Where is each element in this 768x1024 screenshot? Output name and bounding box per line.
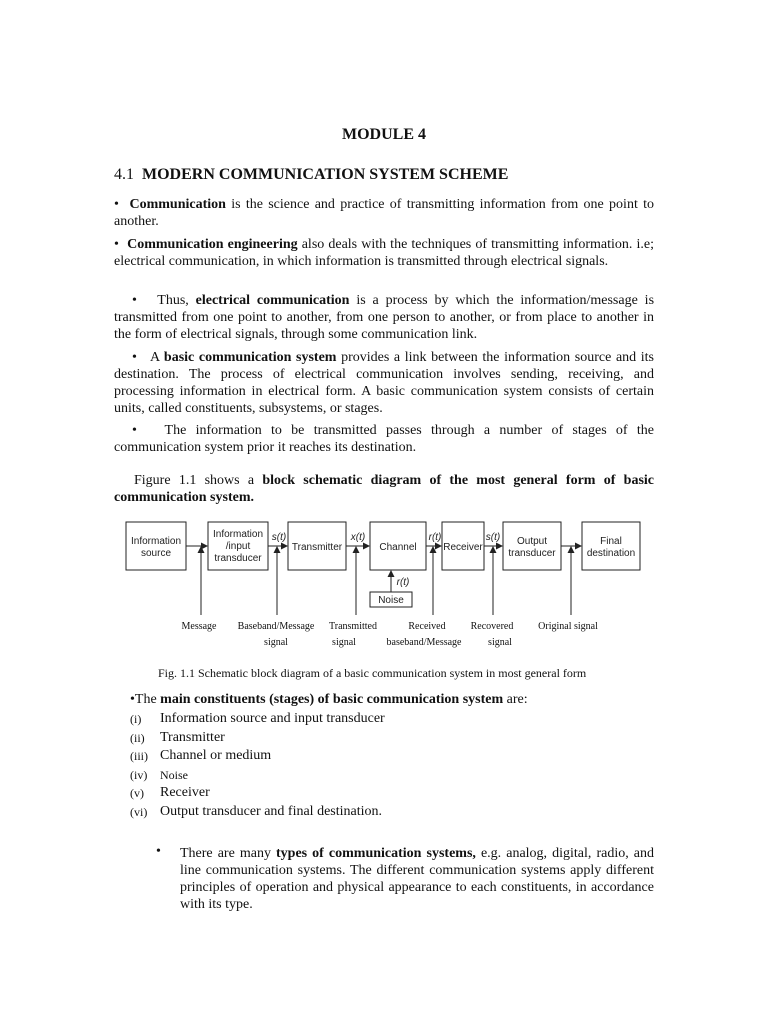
bold-term: electrical communication <box>195 293 350 308</box>
label-source-1: Information <box>130 536 182 547</box>
label-recovered-1: Recovered <box>470 621 514 632</box>
label-channel: Channel <box>379 542 417 553</box>
label-final-2: destination <box>586 548 636 559</box>
section-heading <box>114 166 508 184</box>
bullet-electrical-communication: • Thus, electrical communication is a process by which the information/message is transmitted from one point to another, from one person to another, or from place to another in the form of electrical signals, through some communication link. <box>114 293 655 342</box>
bullet-dot: • <box>156 844 161 859</box>
list-text: Information source and input transducer <box>160 711 385 726</box>
bullet-stages <box>114 422 654 456</box>
section-number: 4.1 <box>114 166 134 183</box>
list-text: Noise <box>160 767 188 782</box>
label-message: Message <box>181 621 217 632</box>
list-text: Receiver <box>160 785 210 800</box>
label-received-2: baseband/Message <box>386 637 462 648</box>
list-text: Output transducer and final destination. <box>160 803 382 819</box>
bullet-basic-system: • A basic communication system provides a link between the information source and its destination. The process of electrical communication involves sending, receiving, and processing information in electrical form. A basic communication system consists of certain units, called constituents, subsystems, or stages. <box>114 350 654 416</box>
bullet-types: • There are many types of communication systems, e.g. analog, digital, radio, and line communication systems. The different communication systems apply different principles of operation and physical appearance to each constituents, in accordance with its type. <box>156 844 654 912</box>
bold-term: basic communication system <box>163 350 337 365</box>
bullet-dot: • <box>132 423 137 438</box>
list-number: (iv) <box>130 767 148 782</box>
label-received-1: Received <box>408 621 446 632</box>
constituents-intro: •The main constituents (stages) of basic communication system are: <box>130 692 528 707</box>
list-text: Channel or medium <box>160 748 272 763</box>
bold-term: types of communication systems, <box>276 846 476 861</box>
signal-rt: r(t) <box>428 532 442 543</box>
bullet-communication <box>114 196 654 230</box>
list-item <box>130 784 385 803</box>
bullet-dot: • <box>130 692 135 707</box>
label-input-2: /input <box>225 541 251 552</box>
bullet-text: e.g. analog, digital, radio, and line communication systems. The different communication systems apply different principles of operation and physical appearance to each constituents, in accordance with its type. <box>180 846 654 912</box>
list-item <box>130 729 385 748</box>
label-baseband-1: Baseband/Message <box>237 621 315 632</box>
module-title: MODULE 4 <box>342 126 426 143</box>
label-recovered-2: signal <box>488 637 512 648</box>
bullet-communication-engineering <box>114 236 654 270</box>
signal-st-1: s(t) <box>271 532 287 543</box>
label-output-1: Output <box>516 536 548 547</box>
label-transmitter: Transmitter <box>291 542 343 553</box>
list-text: Transmitter <box>160 729 225 745</box>
label-noise: Noise <box>378 595 404 606</box>
block-diagram <box>124 515 644 655</box>
bold-term: main constituents (stages) of basic communication system <box>160 692 504 707</box>
signal-st-2: s(t) <box>485 532 501 543</box>
list-number: (v) <box>130 786 144 800</box>
bullet-dot: • <box>114 197 119 212</box>
list-number: (iii) <box>130 749 148 763</box>
list-item <box>130 766 385 785</box>
list-number: (vi) <box>130 804 148 819</box>
label-transmitted-1: Transmitted <box>329 621 377 632</box>
bullet-text: provides a link between the information source and its destination. The process of electrical communication involves sending, receiving, and processing information in electrical form. A basic communication system consists of certain units, called constituents, subsystems, or stages. <box>114 350 654 416</box>
figure-intro: Figure 1.1 shows a block schematic diagram of the most general form of basic communication system. <box>114 473 654 505</box>
bold-term: Communication <box>129 197 226 212</box>
bullet-text: is a process by which the information/message is transmitted from one point to another, from one person to another, or from place to another in the form of electrical signals, through some communication link. <box>114 293 655 342</box>
label-source-2: source <box>140 548 172 559</box>
signal-xt: x(t) <box>350 532 366 543</box>
bold-term: block schematic diagram of the most general form of basic communication system. <box>114 473 654 505</box>
bullet-dot: • <box>132 350 137 365</box>
label-output-2: transducer <box>508 548 556 559</box>
bullet-text: The information to be transmitted passes through a number of stages of the communication system prior it reaches its destination. <box>114 423 654 455</box>
label-final-1: Final <box>600 536 622 547</box>
label-receiver: Receiver <box>443 542 483 553</box>
bold-term: Communication engineering <box>127 237 298 252</box>
label-transmitted-2: signal <box>332 637 356 648</box>
list-number: (i) <box>130 712 142 726</box>
list-item <box>130 747 385 766</box>
label-baseband-2: signal <box>264 637 288 648</box>
bullet-dot: • <box>114 237 119 252</box>
bullet-text: is the science and practice of transmitting information from one point to another. <box>114 197 655 229</box>
list-item <box>130 710 385 729</box>
bullet-text: also deals with the techniques of transmitting information. i.e; electrical communication, in which information is transmitted through electrical signals. <box>114 237 655 269</box>
label-input-3: transducer <box>214 553 262 564</box>
list-number: (ii) <box>130 730 145 745</box>
bullet-dot: • <box>132 293 137 308</box>
constituents-list <box>130 710 385 821</box>
figure-caption: Fig. 1.1 Schematic block diagram of a basic communication system in most general form <box>158 666 587 680</box>
section-title-text: MODERN COMMUNICATION SYSTEM SCHEME <box>142 166 509 183</box>
label-input-1: Information <box>212 529 264 540</box>
label-original: Original signal <box>538 621 598 632</box>
list-item <box>130 803 385 822</box>
signal-rt-noise: r(t) <box>396 577 410 588</box>
